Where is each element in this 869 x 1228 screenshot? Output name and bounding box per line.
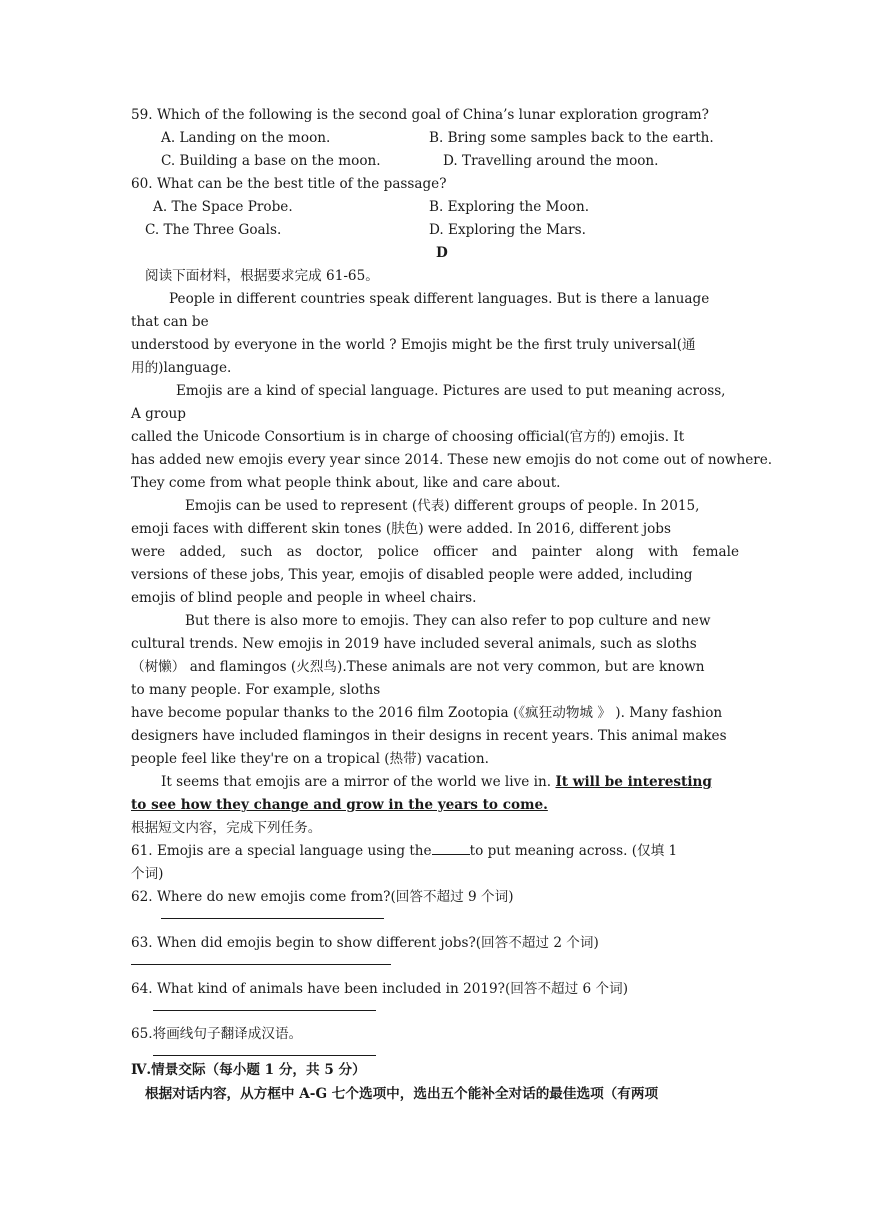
q59-stem: 59. Which of the following is the second goal of China’s lunar exploration grogram?: [131, 107, 709, 123]
q59-option-b: B. Bring some samples back to the earth.: [429, 130, 714, 146]
q61-blank[interactable]: [432, 840, 470, 855]
q59-option-d: D. Travelling around the moon.: [443, 153, 659, 169]
section-iv-instruction: 根据对话内容，从方框中 A-G 七个选项中，选出五个能补全对话的最佳选项（有两项: [145, 1086, 659, 1102]
underlined-sentence: to see how they change and grow in the years to come.: [131, 797, 548, 813]
q62-answer-line[interactable]: [161, 918, 384, 919]
passage-line: have become popular thanks to the 2016 film Zootopia (《疯狂动物城 》 ). Many fashion: [131, 705, 723, 721]
passage-line: cultural trends. New emojis in 2019 have included several animals, such as sloths: [131, 636, 697, 652]
passage-line: were added, such as doctor, police officer and painter along with female: [131, 544, 739, 560]
q61-text-a: 61. Emojis are a special language using the: [131, 843, 432, 859]
passage-line: understood by everyone in the world ? Emojis might be the first truly universal(通: [131, 337, 696, 353]
q59-option-a: A. Landing on the moon.: [161, 130, 331, 146]
underlined-sentence: It will be interesting: [555, 774, 712, 790]
q64-answer-line[interactable]: [153, 1010, 376, 1011]
passage-line: versions of these jobs, This year, emojis of disabled people were added, including: [131, 567, 693, 583]
passage-line: （树懒） and flamingos (火烈鸟).These animals are not very common, but are known: [131, 659, 705, 675]
passage-line: [161, 771, 712, 794]
passage-text: It seems that emojis are a mirror of the world we live in.: [161, 774, 552, 790]
q65: 65.将画线句子翻译成汉语。: [131, 1026, 303, 1042]
section-intro: 阅读下面材料，根据要求完成 61-65。: [145, 268, 379, 284]
passage-line: People in different countries speak different languages. But is there a lanuage: [169, 291, 710, 307]
q63-answer-line[interactable]: [131, 964, 391, 965]
q63: 63. When did emojis begin to show different jobs?(回答不超过 2 个词): [131, 935, 599, 951]
q60-option-c: C. The Three Goals.: [145, 222, 282, 238]
tasks-intro: 根据短文内容，完成下列任务。: [131, 820, 322, 836]
passage-line: that can be: [131, 314, 209, 330]
passage-line: designers have included flamingos in their designs in recent years. This animal makes: [131, 728, 727, 744]
section-letter: D: [436, 245, 448, 261]
passage-line: They come from what people think about, like and care about.: [131, 475, 561, 491]
passage-line: to many people. For example, sloths: [131, 682, 381, 698]
passage-line: emoji faces with different skin tones (肤色) were added. In 2016, different jobs: [131, 521, 671, 537]
passage-line: But there is also more to emojis. They can also refer to pop culture and new: [185, 613, 711, 629]
q60-option-b: B. Exploring the Moon.: [429, 199, 590, 215]
q62: 62. Where do new emojis come from?(回答不超过 9 个词): [131, 889, 514, 905]
passage-line: Emojis can be used to represent (代表) different groups of people. In 2015,: [185, 498, 700, 514]
q60-stem: 60. What can be the best title of the passage?: [131, 176, 447, 192]
passage-line: 用的)language.: [131, 360, 232, 376]
passage-line: A group: [131, 406, 186, 422]
section-iv-title: Ⅳ.情景交际（每小题 1 分，共 5 分）: [131, 1062, 366, 1078]
q59-option-c: C. Building a base on the moon.: [161, 153, 381, 169]
q61-text-b: to put meaning across. (仅填 1: [469, 843, 678, 859]
q60-option-d: D. Exploring the Mars.: [429, 222, 586, 238]
passage-line: called the Unicode Consortium is in charge of choosing official(官方的) emojis. It: [131, 429, 685, 445]
q65-answer-line[interactable]: [153, 1055, 376, 1056]
passage-line: has added new emojis every year since 2014. These new emojis do not come out of nowhere.: [131, 452, 773, 468]
passage-line: Emojis are a kind of special language. Pictures are used to put meaning across,: [176, 383, 726, 399]
q61: [131, 840, 677, 863]
passage-line: emojis of blind people and people in wheel chairs.: [131, 590, 477, 606]
q64: 64. What kind of animals have been included in 2019?(回答不超过 6 个词): [131, 981, 629, 997]
q61-continuation: 个词): [131, 866, 164, 882]
passage-line: people feel like they're on a tropical (热带) vacation.: [131, 751, 489, 767]
q60-option-a: A. The Space Probe.: [153, 199, 293, 215]
